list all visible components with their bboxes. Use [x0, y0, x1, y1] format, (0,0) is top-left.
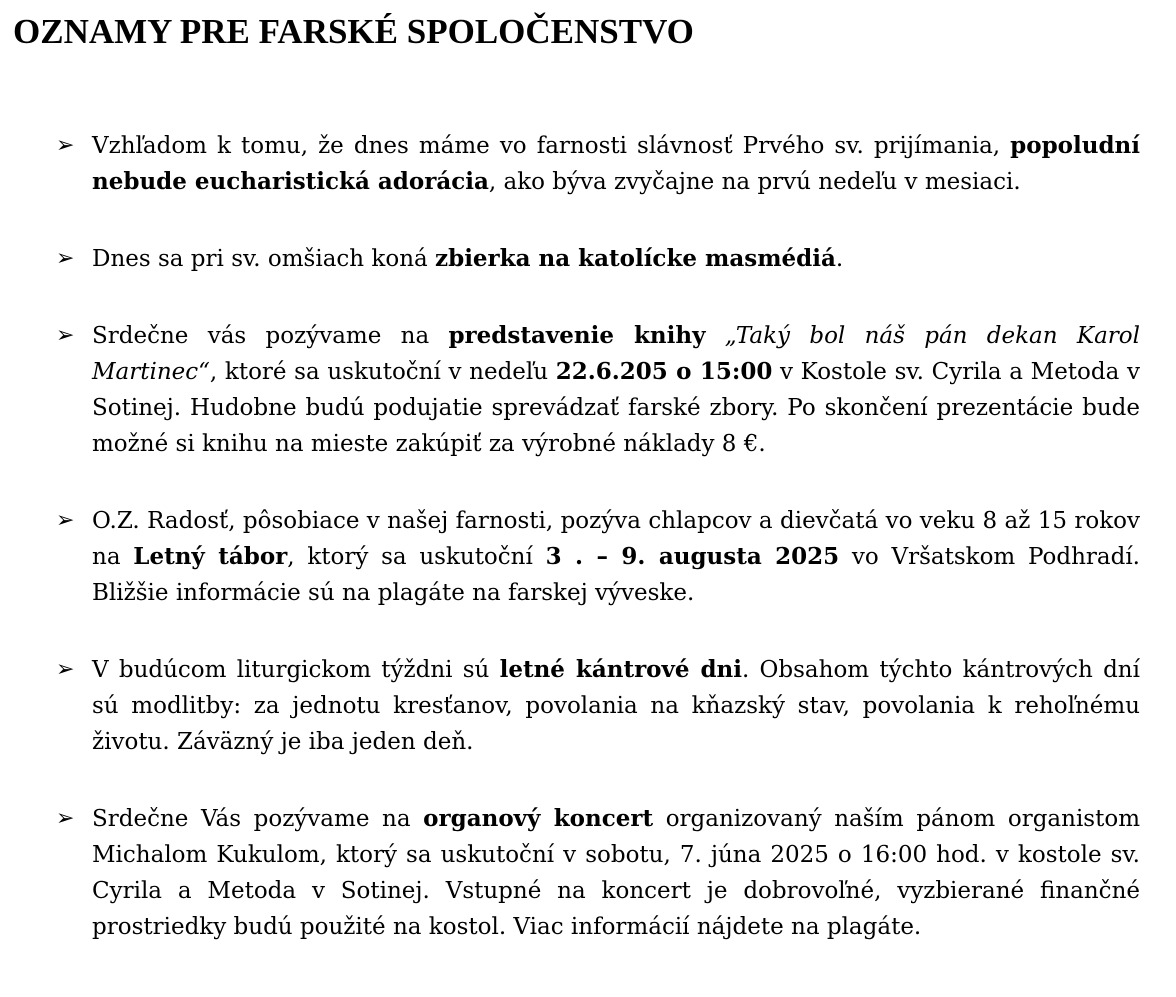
- text-segment-normal: [705, 323, 724, 349]
- text-segment-normal: O.Z. Radosť, pôsobiace v našej farnosti, pozýva chlapcov a dievčatá vo veku 8 až 15 rokov na: [92, 508, 1140, 570]
- announcement-item: [56, 241, 1140, 277]
- arrowhead-bullet-icon: ➢: [56, 323, 75, 348]
- text-segment-bold: popoludní nebude eucharistická adorácia: [92, 132, 1140, 195]
- text-segment-normal: , ktorý sa uskutoční: [287, 544, 546, 570]
- text-segment-normal: , ako býva zvyčajne na prvú nedeľu v mesiaci.: [488, 169, 1021, 195]
- announcement-item: [56, 128, 1140, 200]
- text-segment-bold: Letný tábor: [133, 543, 288, 570]
- arrowhead-bullet-icon: ➢: [56, 657, 75, 682]
- announcement-text: [92, 133, 1140, 195]
- arrowhead-bullet-icon: ➢: [56, 508, 75, 533]
- announcement-text: [92, 806, 1140, 940]
- text-segment-bold: 22.6.205 o 15:00: [555, 358, 773, 385]
- arrowhead-bullet-icon: ➢: [56, 133, 75, 158]
- text-segment-italic: „Taký bol náš pán dekan Karol Martinec“: [92, 323, 1140, 385]
- text-segment-normal: Vzhľadom k tomu, že dnes máme vo farnosti slávnosť Prvého sv. prijímania,: [92, 133, 1011, 159]
- announcement-item: [56, 652, 1140, 760]
- arrowhead-bullet-icon: ➢: [56, 246, 75, 271]
- text-segment-normal: v Kostole sv. Cyrila a Metoda v Sotinej. Hudobne budú podujatie sprevádzať farské zbory. Po skončení prezentácie bude možné si knihu na mieste zakúpiť za výrobné náklady 8 €.: [92, 359, 1140, 457]
- announcement-item: [56, 318, 1140, 462]
- text-segment-normal: organizovaný naším pánom organistom Michalom Kukulom, ktorý sa uskutoční v sobotu, 7. júna 2025 o 16:00 hod. v kostole sv. Cyrila a Metoda v Sotinej. Vstupné na koncert je dobrovoľné, vyzbierané finančné prostriedky budú použité na kostol. Viac informácií nájdete na plagáte.: [92, 806, 1140, 940]
- announcement-text: [92, 246, 843, 272]
- text-segment-normal: V budúcom liturgickom týždni sú: [92, 657, 500, 683]
- announcement-text: [92, 323, 1140, 457]
- announcement-item: [56, 801, 1140, 945]
- arrowhead-bullet-icon: ➢: [56, 806, 75, 831]
- text-segment-normal: Srdečne Vás pozývame na: [92, 806, 424, 832]
- text-segment-normal: .: [835, 246, 844, 272]
- text-segment-bold: letné kántrové dni: [499, 656, 742, 683]
- text-segment-normal: , ktoré sa uskutoční v nedeľu: [209, 359, 556, 385]
- text-segment-normal: Srdečne vás pozývame na: [92, 323, 449, 349]
- text-segment-normal: vo Vršatskom Podhradí. Bližšie informácie sú na plagáte na farskej vývеske.: [92, 544, 1140, 606]
- text-segment-normal: Dnes sa pri sv. omšiach koná: [92, 246, 436, 272]
- text-segment-bold: organový koncert: [423, 805, 654, 832]
- text-segment-bold: predstavenie knihy: [448, 322, 706, 349]
- page-title: OZNAMY PRE FARSKÉ SPOLOČENSTVO: [13, 12, 694, 51]
- announcement-list: [56, 128, 1140, 945]
- announcement-text: [92, 657, 1140, 755]
- text-segment-bold: zbierka na katolícke masmédiá: [435, 245, 836, 272]
- text-segment-bold: 3 . – 9. augusta 2025: [545, 543, 840, 570]
- announcement-text: [92, 508, 1140, 606]
- announcement-item: [56, 503, 1140, 611]
- text-segment-normal: . Obsahom týchto kántrových dní sú modlitby: za jednotu kresťanov, povolania na kňazský stav, povolania k rehoľnému životu. Záväzný je iba jeden deň.: [92, 657, 1140, 755]
